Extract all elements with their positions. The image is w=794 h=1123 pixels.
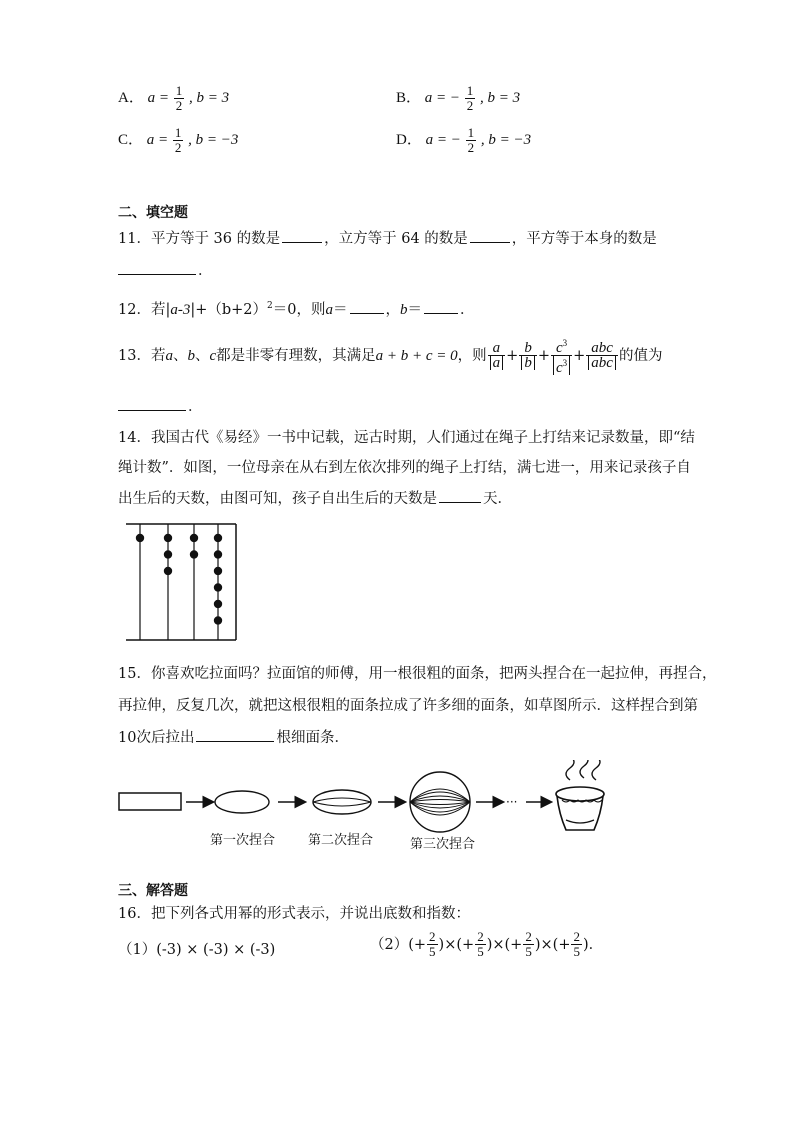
q16-text: 16．把下列各式用幂的形式表示，并说出底数和指数： [118,906,470,922]
option-c-rest: , b = −3 [188,131,239,148]
q16-term-3-num: 2 [525,929,532,944]
option-b-rest: , b = 3 [480,89,521,106]
option-d-frac-num: 1 [467,125,475,140]
section-2-title: 二、填空题 [118,205,188,221]
q16-term-3-frac [523,930,534,959]
q13-text: 都是非零有理数，其满足 [216,347,376,364]
q12-eq2: ＝ [333,302,348,318]
q13-frac-1 [488,341,506,370]
q15-line3a: 10次后拉出 [118,730,195,746]
option-a-frac-den: 2 [175,98,183,113]
q16-term-4-num: 2 [573,929,580,944]
q13-plus-1: + [506,347,519,364]
step-2-label: 第二次捏合 [308,833,374,848]
q12-exp: 2 [267,301,273,311]
q13-end: ． [188,399,203,415]
knot-rope-1-1 [136,534,144,542]
q11-text1: 11．平方等于 36 的数是 [118,231,281,247]
noodle-step-2 [313,790,371,814]
option-a-eq: a = [147,89,173,106]
q13-condition: a + b + c = 0 [375,347,458,364]
option-c[interactable] [118,126,238,155]
q13-frac-4-den: abc [588,356,616,370]
option-b-label: B． [396,89,422,106]
option-c-fraction [173,126,184,155]
q12-a-var: a [325,302,334,318]
option-b[interactable] [396,84,520,113]
q16-term-1-den: 5 [429,944,436,959]
q16-end: ． [588,936,604,953]
q16-term-1-frac [427,930,438,959]
q13-frac-2 [519,341,537,370]
q13-frac-3-num-exp: 3 [562,338,568,348]
q13-frac-3-num: c [555,340,563,356]
q13-var-c: c [209,347,217,364]
knot-rope-2-1 [164,534,172,542]
q11-blank-1[interactable] [282,228,322,243]
knot-rope-figure [122,520,240,644]
section-3-title: 三、解答题 [118,883,188,899]
option-d-label: D． [396,131,422,148]
q15-line2: 再拉伸，反复几次，就把这根很粗的面条拉成了许多细的面条，如草图所示．这样捏合到第 [118,698,698,714]
q13-blank[interactable] [118,396,186,411]
q16-term-3-open: (+ [504,936,523,953]
knot-rope-4-3 [214,567,222,575]
q16-term-2-open: (+ [456,936,475,953]
option-c-eq: a = [146,131,172,148]
q13-line1 [118,336,662,375]
q16-times-1: × [444,936,457,953]
q13-suffix: 的值为 [618,347,663,364]
knot-rope-4-4 [214,583,222,591]
noodle-figure [116,760,616,860]
q16-term-1-close: ) [438,936,445,953]
knot-rope-4-6 [214,616,222,624]
q16-part-2 [370,930,603,959]
thick-noodle-rect [119,793,181,810]
q16-term-2-den: 5 [477,944,484,959]
q13-frac-3-den-exp: 3 [562,358,568,368]
q15-line1: 15．你喜欢吃拉面吗？拉面馆的师傅，用一根很粗的面条，把两头捏合在一起拉伸，再捏合， [118,666,717,682]
q14-line1: 14．我国古代《易经》一书中记载，远古时期，人们通过在绳子上打结来记录数量，即“结 [118,430,695,446]
q13-var-a: a [165,347,173,364]
step-1-label: 第一次捏合 [210,833,276,848]
q13-frac-3 [551,336,572,375]
ellipsis-dots: ··· [506,795,518,809]
q12-prefix: 12．若| [118,302,171,318]
q12-abs-expr: a-3 [170,302,191,318]
q14-blank[interactable] [439,488,481,503]
q15-line3b: 根细面条． [276,730,349,746]
q13-var-b: b [187,347,195,364]
q12-end: ． [460,302,475,318]
option-b-frac-den: 2 [466,98,474,113]
q14-line3b: 天． [483,491,512,507]
q16-term-2-num: 2 [477,929,484,944]
noodle-step-3 [410,772,470,832]
q16-term-2-close: ) [486,936,493,953]
q13-frac-4-num: abc [591,340,613,356]
noodle-bowl-icon [556,760,604,830]
q14-line3a: 出生后的天数，由图可知，孩子自出生后的天数是 [118,491,437,507]
knot-rope-3-2 [190,550,198,558]
q12-eq: ＝0，则 [272,302,326,318]
q11-line1 [118,228,657,249]
q12-comma: ， [385,302,401,318]
q13-plus-2: + [537,347,550,364]
q16-term-3-den: 5 [525,944,532,959]
q12-mid: |+（b+2） [190,302,268,318]
q14-line3 [118,488,512,509]
knot-rope-2-2 [164,550,172,558]
q13-frac-1-den: a [490,356,504,370]
q12-blank-b[interactable] [424,299,458,314]
q16-term-4-open: (+ [552,936,571,953]
q12-b-var: b [400,302,408,318]
q16-term-4-den: 5 [573,944,580,959]
q13-line2 [118,396,203,417]
q16-term-2-frac [475,930,486,959]
noodle-step-1 [215,791,269,813]
q11-text3: ，平方等于本身的数是 [511,231,657,247]
q12-line [118,296,475,320]
q11-line2 [118,260,213,281]
option-a-rest: , b = 3 [188,89,230,106]
q16-times-2: × [492,936,505,953]
knots-group [136,534,222,625]
option-d-rest: , b = −3 [480,131,532,148]
option-b-fraction [465,84,476,113]
q11-blank-2[interactable] [470,228,510,243]
option-d-fraction [466,126,477,155]
knot-rope-4-2 [214,550,222,558]
knot-rope-3-1 [190,534,198,542]
knot-rope-4-1 [214,534,222,542]
option-a-frac-num: 1 [175,83,183,98]
option-c-frac-den: 2 [174,140,182,155]
q13-sep1: 、 [172,347,188,364]
option-a-label: A． [118,89,144,106]
q16-term-1-open: (+ [408,936,427,953]
q16-term-3-close: ) [534,936,541,953]
q16-times-3: × [540,936,553,953]
q13-frac-2-num: b [524,340,532,356]
q15-line3 [118,727,349,748]
q13-frac-4 [586,341,618,370]
q15-blank[interactable] [196,727,274,742]
q12-blank-a[interactable] [350,299,384,314]
q11-text2: ，立方等于 64 的数是 [324,231,468,247]
q16-term-1-num: 2 [429,929,436,944]
q12-eq3: ＝ [407,302,423,318]
q13-prefix: 13．若 [118,347,166,364]
q13-frac-2-den: b [521,356,535,370]
option-c-label: C． [118,131,144,148]
option-a-fraction [174,84,185,113]
q11-blank-3[interactable] [118,260,196,275]
option-d-eq: a = − [425,131,461,148]
q13-frac-3-den: c [555,360,563,376]
knot-rope-4-5 [214,600,222,608]
option-b-eq: a = − [424,89,461,106]
q11-end: ． [198,263,213,279]
option-c-frac-num: 1 [174,125,182,140]
q13-plus-3: + [573,347,586,364]
q14-line2: 绳计数”．如图，一位母亲在从右到左依次排列的绳子上打结，满七进一，用来记录孩子自 [118,460,691,476]
option-d[interactable] [396,126,531,155]
option-a[interactable] [118,84,229,113]
q16-part-1: （1）(-3) × (-3) × (-3) [118,942,276,958]
q16-term-4-frac [571,930,582,959]
q13-sep2: 、 [194,347,210,364]
q13-then: ，则 [457,347,487,364]
q16-term-4-close: ) [582,936,589,953]
q13-frac-1-num: a [492,340,501,356]
option-b-frac-num: 1 [466,83,474,98]
q16-part-2-label: （2） [370,936,409,953]
knot-rope-2-3 [164,567,172,575]
step-3-label: 第三次捏合 [410,837,476,852]
option-d-frac-den: 2 [467,140,475,155]
